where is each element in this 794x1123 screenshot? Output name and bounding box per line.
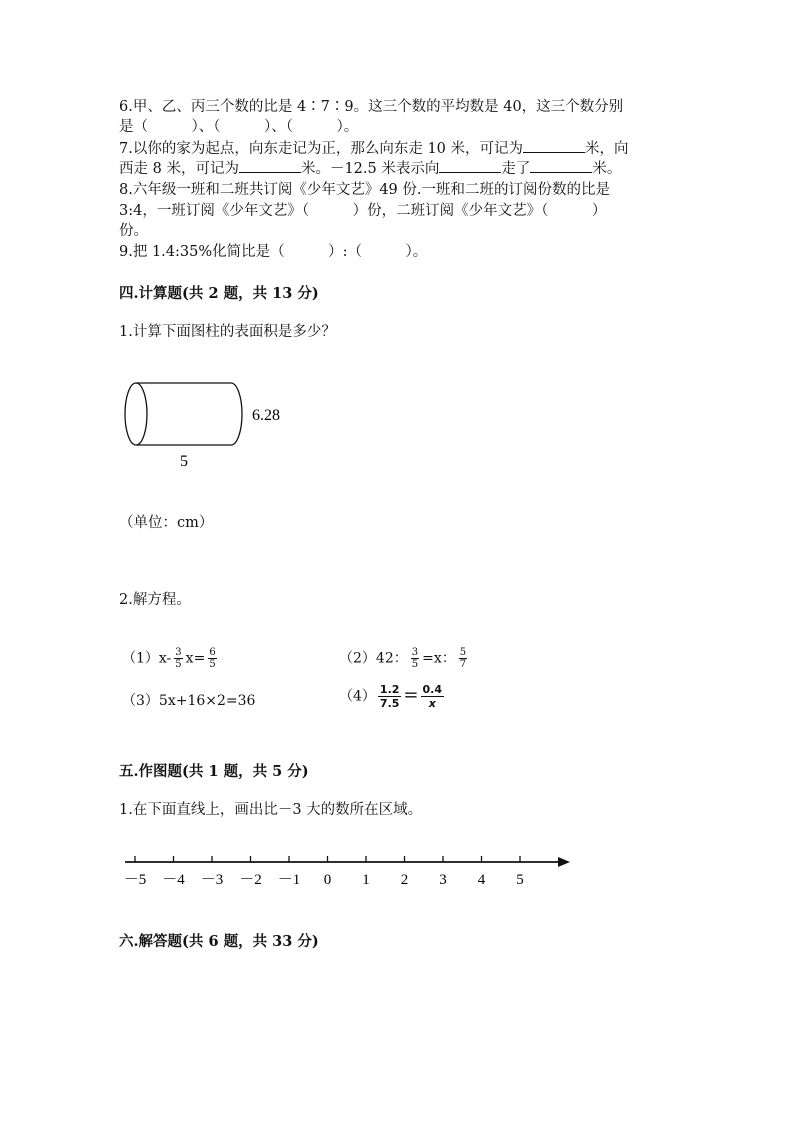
answer-blank[interactable] xyxy=(239,159,301,173)
fraction xyxy=(421,683,445,710)
fraction-numerator: 5 xyxy=(459,647,467,658)
number-line-tick-label: 2 xyxy=(400,872,409,888)
fraction-denominator: 7.5 xyxy=(379,697,400,710)
number-line-tick-label: －1 xyxy=(277,872,301,888)
fraction-numerator: 6 xyxy=(209,647,216,658)
fraction-numerator: 1.2 xyxy=(379,683,400,696)
number-line-tick-label: 4 xyxy=(477,872,486,888)
question-7-text-a: 7.以你的家为起点，向东走记为正，那么向东走 10 米，可记为 xyxy=(119,141,524,157)
equation-4-prefix: （4） xyxy=(339,688,376,705)
number-line-tick-label: 3 xyxy=(439,872,447,888)
number-line[interactable] xyxy=(115,850,585,895)
unit-note: （单位：cm） xyxy=(119,515,214,531)
question-8-line-2: 3:4，一班订阅《少年文艺》（ ）份，二班订阅《少年文艺》（ ） xyxy=(119,203,607,219)
question-9-line-1: 9.把 1.4:35%化简比是（ ）:（ ）。 xyxy=(119,244,428,260)
section-5-heading: 五.作图题(共 1 题，共 5 分) xyxy=(119,763,309,780)
number-line-tick-label: －2 xyxy=(239,872,262,888)
number-line-tick-label: －4 xyxy=(162,872,185,888)
fraction-numerator: 0.4 xyxy=(422,683,443,696)
fraction-denominator: x xyxy=(428,697,436,710)
number-line-tick-label: 1 xyxy=(362,872,370,888)
section-5-question-1: 1.在下面直线上，画出比－3 大的数所在区域。 xyxy=(119,802,423,818)
fraction xyxy=(208,647,216,670)
cylinder-diagram xyxy=(110,370,310,475)
question-7-text-c: 西走 8 米，可记为 xyxy=(119,161,239,177)
fraction xyxy=(459,647,467,670)
equation-2 xyxy=(339,647,470,670)
question-7-text-e: 走了 xyxy=(501,161,531,177)
fraction xyxy=(378,683,402,710)
question-7-line-2 xyxy=(119,159,621,179)
fraction xyxy=(411,647,419,670)
equation-1 xyxy=(122,647,220,670)
equation-3: （3）5x+16×2=36 xyxy=(122,693,256,709)
question-8-line-3: 份。 xyxy=(119,223,148,239)
number-line-tick-label: －3 xyxy=(200,872,224,888)
fraction-denominator: 7 xyxy=(459,659,467,670)
fraction-numerator: 3 xyxy=(175,647,182,658)
number-line-tick-label: 5 xyxy=(516,872,524,888)
fraction-denominator: 5 xyxy=(209,659,216,670)
fraction xyxy=(174,647,182,670)
question-7-text-d: 米。－12.5 米表示向 xyxy=(300,161,440,177)
answer-blank[interactable] xyxy=(523,139,585,153)
question-8-line-1: 8.六年级一班和二班共订阅《少年文艺》49 份.一班和二班的订阅份数的比是 xyxy=(119,182,611,198)
equation-4-mid: = xyxy=(403,684,419,706)
number-line-tick-label: 0 xyxy=(323,872,332,888)
number-line-tick-label: －5 xyxy=(123,872,147,888)
equation-2-prefix: （2）42： xyxy=(339,650,408,667)
question-7-text-b: 米，向 xyxy=(585,141,629,157)
section-4-question-1: 1.计算下面图柱的表面积是多少？ xyxy=(119,324,336,340)
equation-2-mid: =x： xyxy=(422,650,456,667)
equation-1-mid: x= xyxy=(185,650,206,667)
question-6-line-2: 是（ ）、（ ）、（ ）。 xyxy=(119,119,359,135)
section-4-question-2: 2.解方程。 xyxy=(119,592,191,608)
equation-1-prefix: （1）x- xyxy=(122,650,172,667)
section-4-heading: 四.计算题(共 2 题，共 13 分) xyxy=(119,285,319,302)
section-6-heading: 六.解答题(共 6 题，共 33 分) xyxy=(119,933,319,950)
fraction-numerator: 3 xyxy=(411,647,419,658)
question-6-line-1: 6.甲、乙、丙三个数的比是 4∶7∶9。这三个数的平均数是 40，这三个数分别 xyxy=(119,99,624,115)
arrow-right-icon xyxy=(558,857,570,867)
fraction-denominator: 5 xyxy=(175,659,182,670)
question-7-line-1 xyxy=(119,139,629,159)
cylinder-length-label: 5 xyxy=(180,453,188,470)
answer-blank[interactable] xyxy=(530,159,592,173)
answer-blank[interactable] xyxy=(439,159,501,173)
question-7-text-f: 米。 xyxy=(592,161,622,177)
fraction-denominator: 5 xyxy=(411,659,419,670)
equation-4 xyxy=(339,683,446,710)
cylinder-height-label: 6.28 xyxy=(252,407,280,424)
